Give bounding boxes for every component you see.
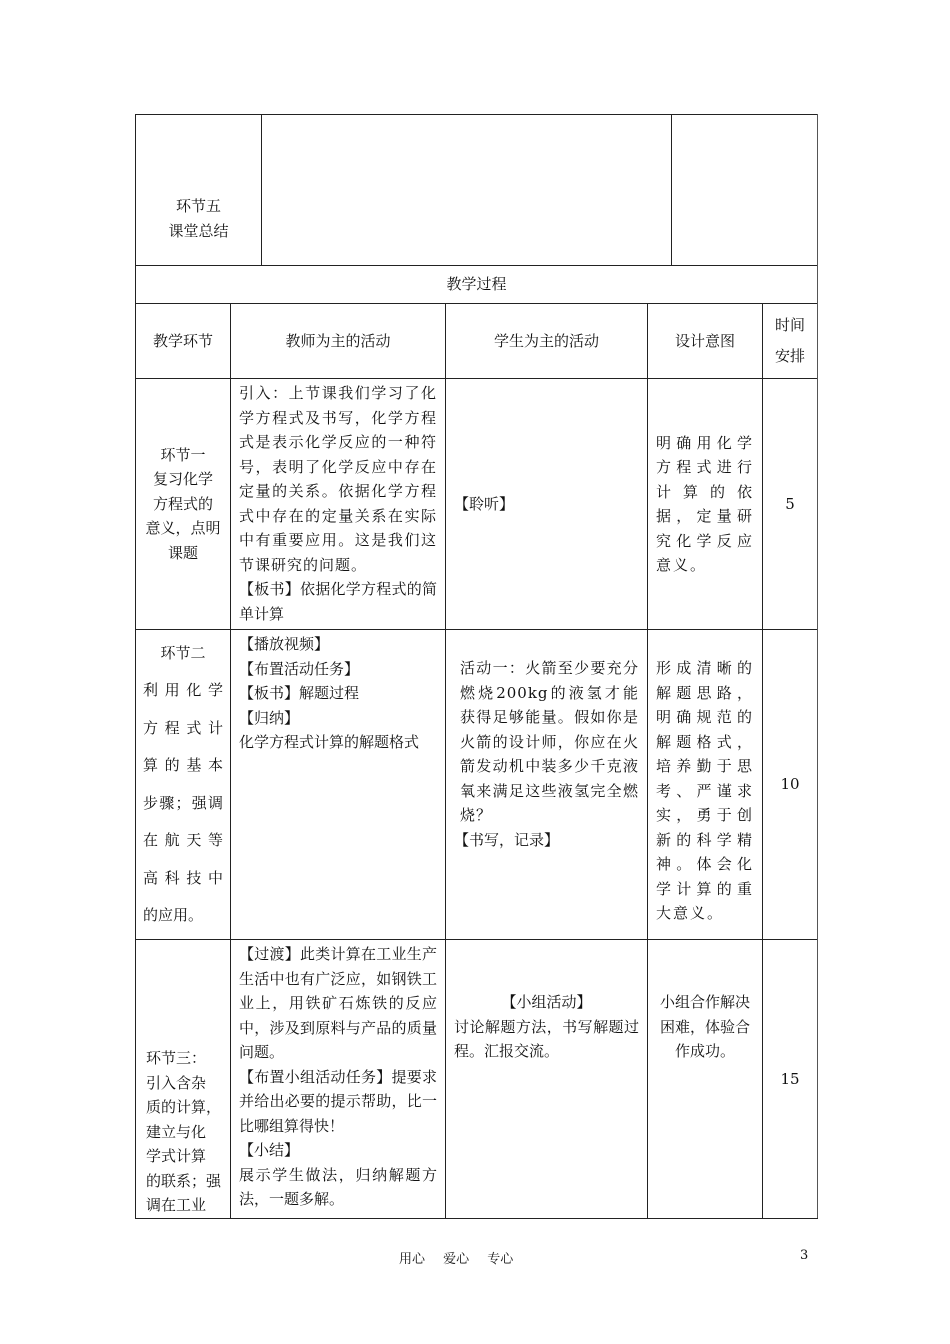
student-activity-cell: 【聆听】 [446, 379, 648, 630]
teacher-activity-cell: 【播放视频】 【布置活动任务】 【板书】解题过程 【归纳】 化学方程式计算的解题格式 [231, 630, 446, 940]
design-intent-cell: 小组合作解决困难，体验合作成功。 [648, 940, 763, 1219]
empty-cell [262, 115, 672, 266]
student-activity-cell: 【小组活动】 讨论解题方法，书写解题过程。汇报交流。 [446, 940, 648, 1219]
time-cell: 5 [763, 379, 818, 630]
section-title: 教学过程 [136, 266, 818, 304]
stage-cell: 环节一 复习化学 方程式的 意义，点明 课题 [136, 379, 231, 630]
header-time: 时间 安排 [763, 304, 818, 379]
empty-cell [672, 115, 818, 266]
table-row [136, 379, 818, 630]
header-student: 学生为主的活动 [446, 304, 648, 379]
header-row [136, 304, 818, 379]
stage-cell: 环节二 利用化学 方程式计 算的基本 步骤；强调 在航天等 高科技中 的应用。 [136, 630, 231, 940]
table-row [136, 630, 818, 940]
table-row [136, 940, 818, 1219]
header-design: 设计意图 [648, 304, 763, 379]
student-activity-cell: 活动一：火箭至少要充分燃烧200kg的液氢才能获得足够能量。假如你是火箭的设计师，你应在火箭发动机中装多少千克液氧来满足这些液氢完全燃烧？ 【书写，记录】 [446, 630, 648, 940]
time-cell: 10 [763, 630, 818, 940]
page-edge-line [817, 114, 820, 1218]
header-teacher: 教师为主的活动 [231, 304, 446, 379]
stage-cell: 环节三： 引入含杂 质的计算， 建立与化 学式计算 的联系；强 调在工业 [136, 940, 231, 1219]
header-stage: 教学环节 [136, 304, 231, 379]
design-intent-cell: 形成清晰的解题思路，明确规范的解题格式，培养勤于思考、严谨求实，勇于创新的科学精神。体会化学计算的重大意义。 [648, 630, 763, 940]
time-cell: 15 [763, 940, 818, 1219]
stage-five-cell [136, 115, 262, 266]
stage-five-name: 课堂总结 [168, 221, 229, 240]
teaching-process-table [135, 265, 818, 1219]
summary-stage-table [135, 114, 818, 266]
teacher-activity-cell: 【过渡】此类计算在工业生产生活中也有广泛应，如钢铁工业上，用铁矿石炼铁的反应中，涉及到原料与产品的质量问题。 【布置小组活动任务】提要求并给出必要的提示帮助，比一比哪组算得快！ 【小结】 展示学生做法，归纳解题方法，一题多解。 [231, 940, 446, 1219]
teacher-activity-cell: 引入：上节课我们学习了化学方程式及书写，化学方程式是表示化学反应的一种符号，表明了化学反应中存在定量的关系。依据化学方程式中存在的定量关系在实际中有重要应用。这是我们这节课研究的问题。 【板书】依据化学方程式的简单计算 [231, 379, 446, 630]
design-intent-cell: 明确用化学方程式进行计算的依据，定量研究化学反应意义。 [648, 379, 763, 630]
page-number: 3 [800, 1248, 809, 1263]
stage-five-label: 环节五 [175, 197, 221, 215]
footer-motto: 用心 爱心 专心 [399, 1252, 514, 1267]
